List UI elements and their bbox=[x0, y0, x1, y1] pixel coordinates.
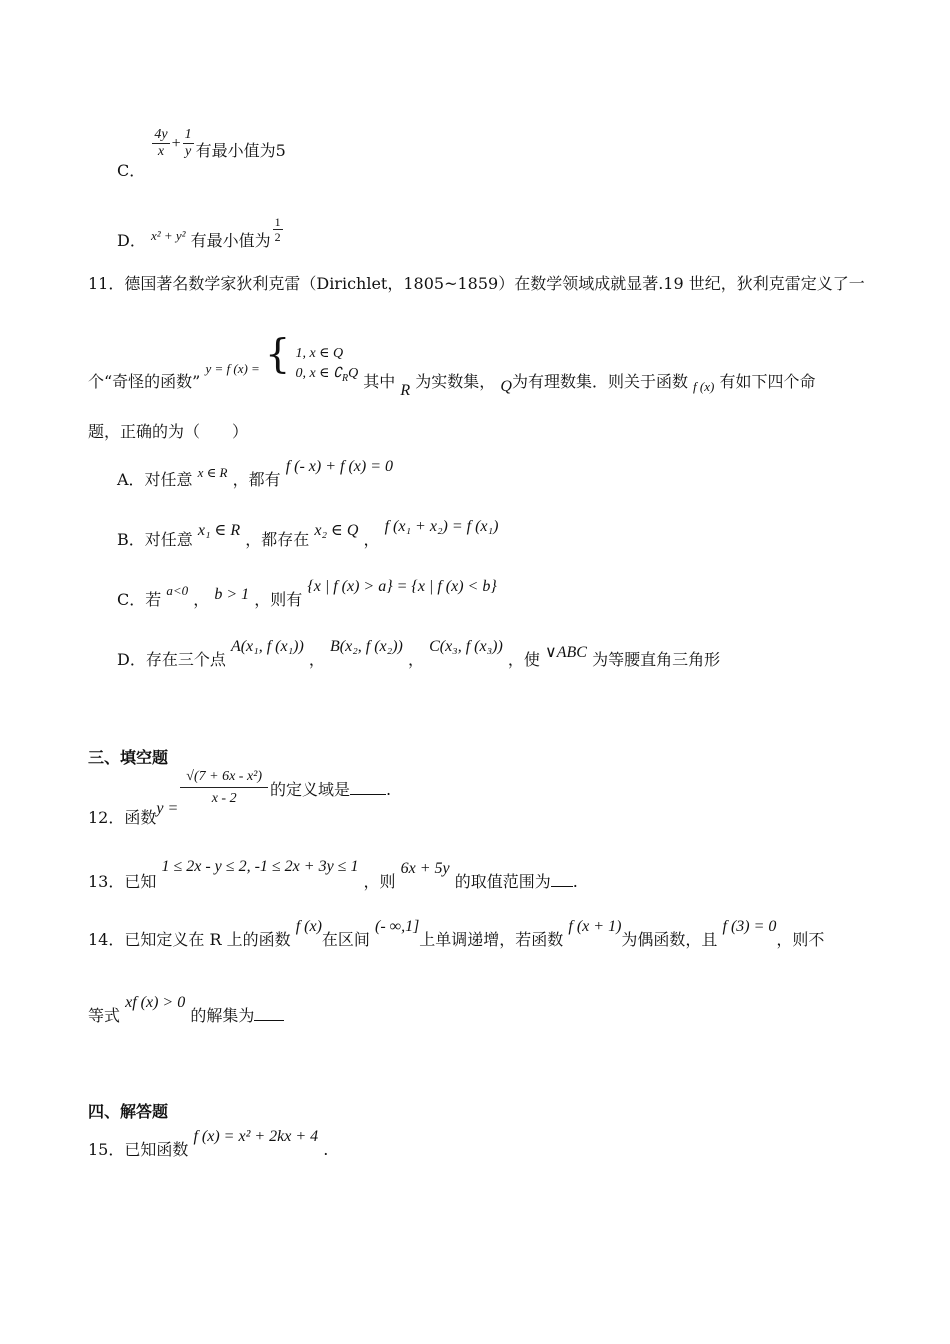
section-title-fill-in: 三、填空题 bbox=[88, 748, 169, 767]
q11-option-a: A．对任意 $^{x \in R}$ ，都有 f (- x) + f (x) = 0 bbox=[117, 458, 394, 489]
q11-option-c: C．若 $^{a<0}$ ， b > 1 ，则有 {x | f (x) > a} = {x | f (x) < b} bbox=[117, 578, 497, 609]
q11-option-b: B．对任意 x₁ ∈ R ，都存在 x₂ ∈ Q ， f (x₁ + x₂) = f (x₁) bbox=[117, 518, 499, 549]
q15: 15．已知函数 f (x) = x² + 2kx + 4 . bbox=[88, 1128, 329, 1159]
section-title-answer: 四、解答题 bbox=[88, 1102, 169, 1121]
fraction-1-over-y: $\frac{1}{y}$ bbox=[184, 127, 192, 159]
q10-option-d: D． $_{x^2 + y^2}$ 有最小值为 $\frac{1}{2}$ bbox=[117, 215, 281, 250]
answer-blank bbox=[254, 1006, 284, 1021]
q11-line3: 题，正确的为（ ） bbox=[88, 422, 249, 441]
q11-option-d: D．存在三个点 A(x₁, f (x₁)) ， B(x₂, f (x₂)) ， C(x₃, f (x₃)) ，使 ∨ABC 为等腰直角三角形 bbox=[117, 638, 721, 669]
piecewise-cases: 1, x ∈ Q 0, x ∈ $∁_RQ$ bbox=[295, 346, 359, 384]
q11-line2: 个“奇怪的函数” $_{y = f (x) =}$ { 1, x ∈ Q 0, x ∈ $∁_RQ$ 其中 R 为实数集， Q为有理数集．则关于函数 $_{f (x)}$ 有如下四个命 bbox=[88, 331, 816, 400]
q10-option-c: C． $\frac{4y}{x}$ + $\frac{1}{y}$ 有最小值为5 bbox=[117, 127, 286, 180]
fraction-4y-over-x: $\frac{4y}{x}$ bbox=[154, 127, 168, 159]
q11-line1: 11．德国著名数学家狄利克雷（Dirichlet，1805~1859）在数学领域成就显著.19 世纪，狄利克雷定义了一 bbox=[88, 274, 865, 293]
q13: 13．已知 1 ≤ 2x - y ≤ 2, -1 ≤ 2x + 3y ≤ 1 ，则 6x + 5y 的取值范围为 . bbox=[88, 858, 578, 891]
answer-blank bbox=[551, 872, 573, 887]
q14-line1: 14．已知定义在 R 上的函数 f (x)在区间 (- ∞,1]上单调递增，若函数 f (x + 1)为偶函数，且 f (3) = 0，则不 bbox=[88, 918, 825, 949]
q12: 12．函数y = $\frac{\text{√(7 + 6x - x²)}}{x - 2}$ 的定义域是 . bbox=[88, 769, 392, 827]
left-brace-icon: { bbox=[264, 331, 291, 378]
answer-blank bbox=[350, 780, 386, 795]
fraction-one-half: $\frac{1}{2}$ bbox=[274, 215, 281, 244]
fraction-domain: $\frac{\text{√(7 + 6x - x²)}}{x - 2}$ bbox=[180, 770, 268, 806]
q14-line2: 等式 xf (x) > 0 的解集为 bbox=[88, 1006, 284, 1025]
